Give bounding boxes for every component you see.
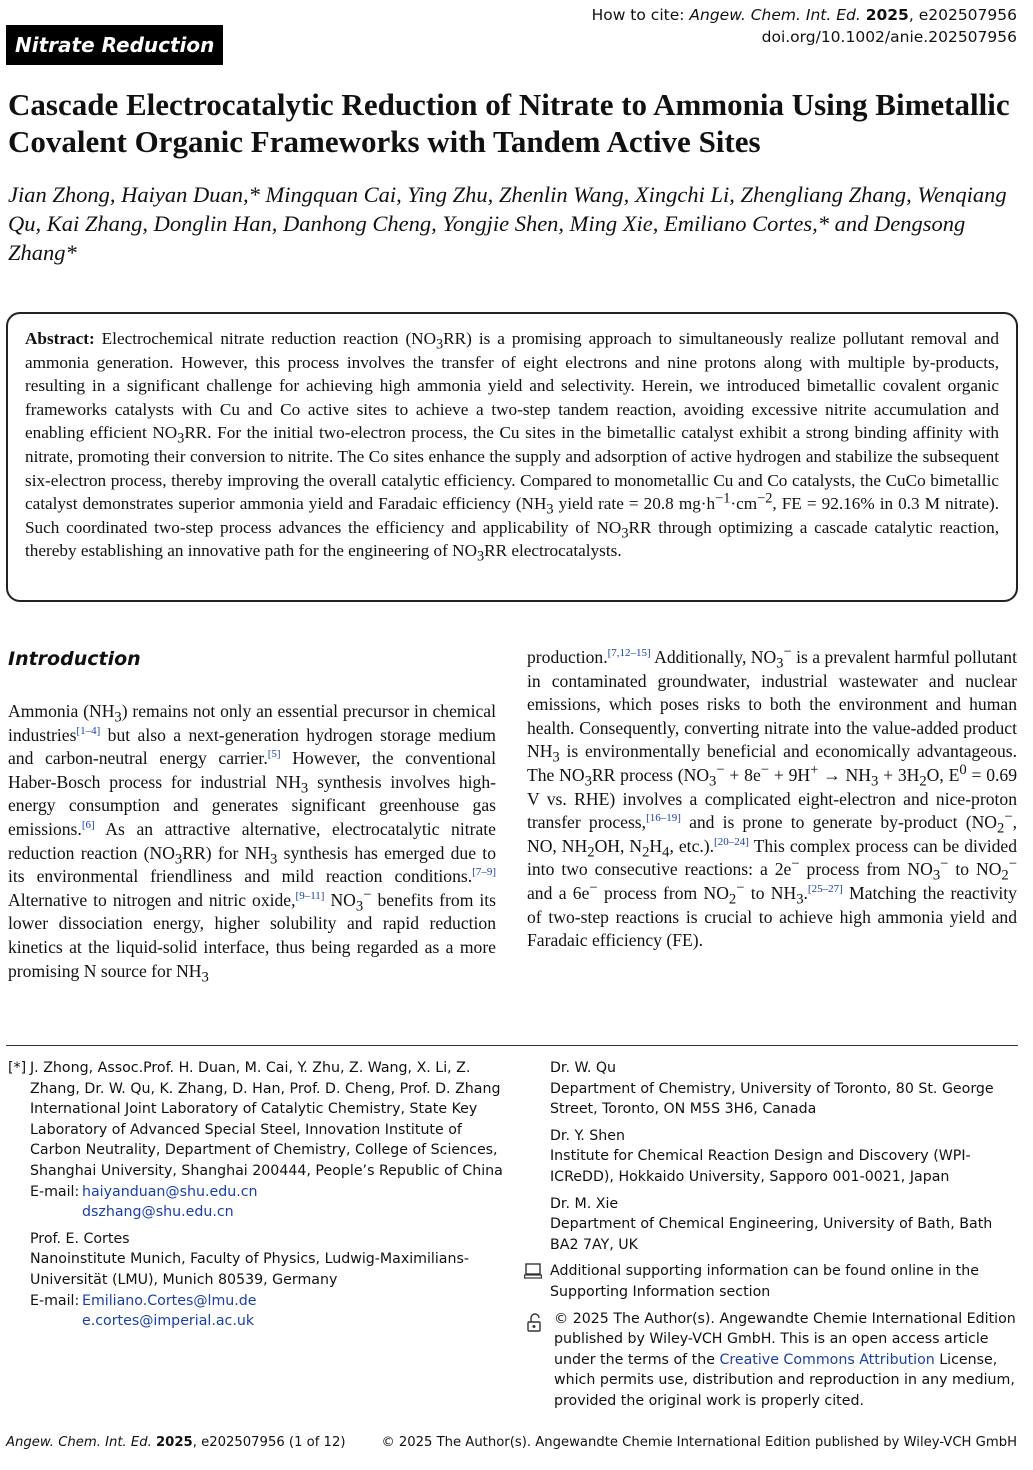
cite-article-id: , e202507956 <box>908 6 1017 24</box>
reference-link[interactable]: [6] <box>81 819 95 832</box>
introduction-heading: Introduction <box>8 648 141 670</box>
abstract-label: Abstract: <box>25 329 95 348</box>
intro-right-column: production.[7,12–15] Additionally, $NO_3^-$ is a prevalent harmful pollutant in contaminated groundwater, industrial wastewater and nuclear emissions, which poses risks to both the environment and human health. Consequently, converting nitrate into the value-added product $NH_3$ is environmentally beneficial and economically advantageous. The $NO_3RR$ process ($NO_3^- + 8e^- + 9H^+ \to NH_3 + 3H_2O$, $E^0 = 0.69$ V vs. RHE) involves a complicated eight-electron and nice-proton transfer process,[16–19] and is prone to generate by-product ($NO_2^-$, NO, $NH_2OH$, $N_2H_4$, etc.).[20–24] This complex process can be divided into two consecutive reactions: a 2e− process from $NO_3^-$ to $NO_2^-$ and a 6e− process from $NO_2^-$ to $NH_3.[25-27]$ Matching the reactivity of two-step reactions is crucial to achieve high ammonia yield and Faradaic efficiency (FE). <box>527 644 1018 951</box>
affiliation-names: J. Zhong, Assoc.Prof. H. Duan, M. Cai, Y. Zhu, Z. Wang, X. Li, Z. Zhang, Dr. W. Qu, K. Zhang, D. Han, Prof. D. Cheng, Prof. D. Zhang <box>30 1060 501 1097</box>
email-link[interactable]: e.cortes@imperial.ac.uk <box>82 1313 255 1330</box>
affiliations-left <box>8 1058 508 1332</box>
email-link[interactable]: dszhang@shu.edu.cn <box>82 1204 234 1221</box>
email-link[interactable]: Emiliano.Cortes@lmu.de <box>82 1292 257 1309</box>
abstract-box: Abstract: Electrochemical nitrate reduction reaction $(NO_3RR)$ is a promising approach to simultaneously realize pollutant removal and ammonia generation. However, this process involves the transfer of eight electrons and nine protons along with multiple by-products, resulting in a significant challenge for achieving high ammonia yield and selectivity. Herein, we introduced bimetallic covalent organic frameworks catalysts with Cu and Co active sites to achieve a two-step tandem reaction, avoiding excessive nitrite accumulation and enabling efficient $NO_3RR$. For the initial two-electron process, the Cu sites in the bimetallic catalyst exhibit a strong binding affinity with nitrate, promoting their conversion to nitrite. The Co sites enhance the supply and adsorption of active hydrogen and stabilize the subsequent six-electron process, thereby improving the overall catalytic efficiency. Compared to monometallic Cu and Co catalysts, the CuCo bimetallic catalyst demonstrates superior ammonia yield and Faradaic efficiency ($NH_3$ yield rate = 20.8 $mg\cdot h^{-1}\cdot cm^{-2}$, FE = 92.16% in 0.3 M nitrate). Such coordinated two-step process advances the efficiency and applicability of $NO_3RR$ through optimizing a cascade catalytic reaction, thereby establishing an innovative path for the engineering of $NO_3RR$ electrocatalysts. <box>6 312 1018 602</box>
reference-link[interactable]: [1–4] <box>76 724 101 737</box>
affiliation-institution: Department of Chemical Engineering, University of Bath, Bath BA2 7AY, UK <box>550 1216 993 1253</box>
cite-journal: Angew. Chem. Int. Ed. <box>689 6 861 24</box>
license-link[interactable]: Creative Commons Attribution <box>719 1351 935 1368</box>
reference-link[interactable]: [20–24] <box>714 835 749 848</box>
footnote-divider <box>6 1045 1018 1046</box>
license-note: © 2025 The Author(s). Angewandte Chemie International Edition published by Wiley-VCH GmbH. This is an open access article under the terms of the Creative Commons Attribution License, which permits use, distribution and reproduction in any medium, provided the original work is properly cited. <box>550 1309 1020 1412</box>
doi-link[interactable]: doi.org/10.1002/anie.202507956 <box>761 28 1017 46</box>
author-list: Jian Zhong, Haiyan Duan,* Mingquan Cai, Ying Zhu, Zhenlin Wang, Xingchi Li, Zhengliang Zhang, Wenqiang Qu, Kai Zhang, Donglin Han, Danhong Cheng, Yongjie Shen, Ming Xie, Emiliano Cortes,* and Dengsong Zhang* <box>8 182 1007 265</box>
intro-left-column: Ammonia $(NH_3)$ remains not only an essential precursor in chemical industries[1–4] but also a next-generation hydrogen storage medium and carbon-neutral energy carrier.[5] However, the conventional Haber-Bosch process for industrial $NH_3$ synthesis involves high-energy consumption and generates significant greenhouse gas emissions.[6] As an attractive alternative, electrocatalytic nitrate reduction reaction $(NO_3RR)$ for $NH_3$ synthesis has emerged due to its environmental friendliness and mild reaction conditions.[7–9] Alternative to nitrogen and nitric oxide,[9–11] $NO_3^-$ benefits from its lower dissociation energy, higher solubility and rapid reduction kinetics at the liquid-solid interface, thus being regarded as a more promising N source for $NH_3$ <box>8 701 497 986</box>
reference-link[interactable]: [16–19] <box>646 812 681 825</box>
affiliation-institution: Nanoinstitute Munich, Faculty of Physics, Ludwig-Maximilians-Universität (LMU), Munich 80539, Germany <box>30 1251 470 1288</box>
section-tag: Nitrate Reduction <box>6 25 223 65</box>
email-row: E-mail: haiyanduan@shu.edu.cn dszhang@shu.edu.cn <box>30 1183 258 1221</box>
affiliation-institution: Institute for Chemical Reaction Design and Discovery (WPI-ICReDD), Hokkaido University, Sapporo 001-0021, Japan <box>550 1148 971 1185</box>
reference-link[interactable]: [7–9] <box>472 866 496 879</box>
cite-prefix: How to cite: <box>591 6 690 24</box>
supporting-info-note: Additional supporting information can be found online in the Supporting Information section <box>550 1261 1020 1302</box>
reference-link[interactable]: [9–11] <box>295 889 325 902</box>
affiliation-institution: Department of Chemistry, University of Toronto, 80 St. George Street, Toronto, ON M5S 3H6, Canada <box>550 1080 994 1118</box>
affiliation-names: Dr. M. Xie <box>550 1195 619 1212</box>
affiliation-names: Dr. W. Qu <box>550 1060 617 1076</box>
affiliation-names: Prof. E. Cortes <box>30 1230 130 1247</box>
affiliation-institution: International Joint Laboratory of Catalytic Chemistry, State Key Laboratory of Advanced Special Steel, Innovation Institute of Carbon Neutrality, Department of Chemistry, College of Sciences, Shanghai University, Shanghai 200444, People’s Republic of China <box>30 1101 503 1179</box>
footer-copyright: © 2025 The Author(s). Angewandte Chemie International Edition published by Wiley-VCH GmbH <box>381 1435 1017 1450</box>
affiliations-right <box>550 1058 1020 1412</box>
cite-year: 2025 <box>865 6 909 24</box>
computer-icon <box>524 1263 542 1279</box>
reference-link[interactable]: [7,12–15] <box>607 647 651 660</box>
corresponding-mark: [*] <box>8 1060 27 1076</box>
citation-header <box>592 4 1017 48</box>
footer-citation: Angew. Chem. Int. Ed. 2025, e202507956 (1 of 12) <box>6 1435 346 1450</box>
article-title: Cascade Electrocatalytic Reduction of Nitrate to Ammonia Using Bimetallic Covalent Organic Frameworks with Tandem Active Sites <box>8 87 1010 159</box>
open-access-lock-icon <box>526 1313 544 1333</box>
reference-link[interactable]: [25–27] <box>807 883 843 896</box>
reference-link[interactable]: [5] <box>267 748 281 761</box>
email-row: E-mail: Emiliano.Cortes@lmu.de e.cortes@imperial.ac.uk <box>30 1292 257 1330</box>
email-link[interactable]: haiyanduan@shu.edu.cn <box>82 1183 258 1200</box>
affiliation-names: Dr. Y. Shen <box>550 1127 626 1144</box>
